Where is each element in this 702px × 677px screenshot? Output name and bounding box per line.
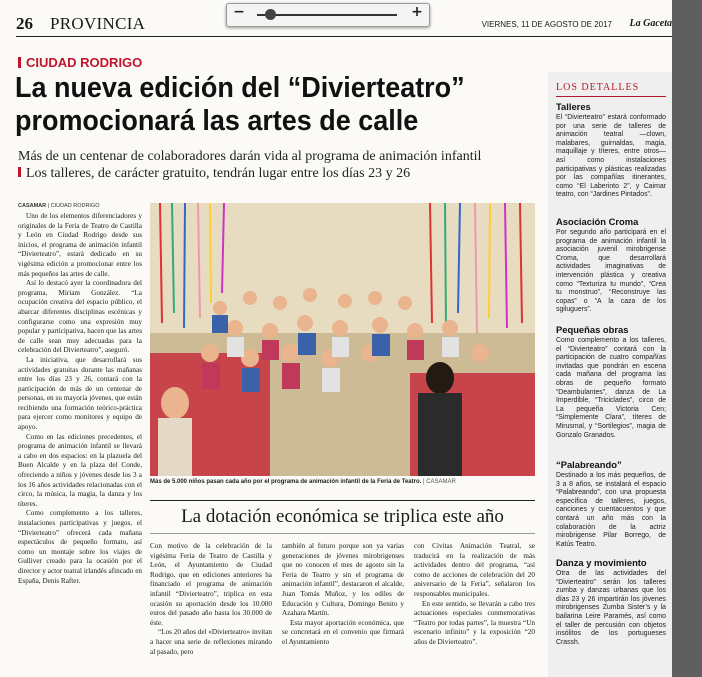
zoom-in-button[interactable]: +: [411, 4, 423, 20]
deck-line-2: [18, 165, 548, 182]
sidebar-item-obras: [556, 324, 666, 440]
sidebar-rule: [556, 96, 666, 97]
paragraph: con Civitas Animación Teatral, se traducirá en la realización de más actividades dentro del programa, “así como de acciones de celebración del 20 aniversario de la Feria”, señalaron los responsables municipales.: [414, 542, 535, 598]
body-column-3: [282, 542, 404, 648]
sidebar-title: LOS DETALLES: [556, 82, 640, 93]
sidebar-item-talleres: [556, 101, 666, 200]
sidebar-item-palabreando: [556, 459, 666, 549]
deck: [18, 148, 548, 182]
paragraph: En este sentido, se llevarán a cabo tres actuaciones especiales conmemorativas “Teatro por todas partes”, la muestra “Un escenario infinito” y la exposición “20 años de Divierteatro”.: [414, 599, 535, 646]
sidebar-item-head: Talleres: [556, 101, 591, 112]
section-name: PROVINCIA: [50, 14, 146, 33]
deck-bullet: [18, 167, 21, 177]
sidebar-item-head: Asociación Croma: [556, 216, 639, 227]
kicker-bar: [18, 57, 21, 68]
headline: La nueva edición del “Divierteatro” promocionará las artes de calle: [15, 72, 465, 137]
paragraph: Esta mayor aportación económica, que se concretará en el convenio que firmará el Ayuntamiento: [282, 618, 404, 646]
paragraph: también al futuro porque son ya varias generaciones de jóvenes mirobrigenses que no conocen el mes de agosto sin la Feria de Teatro y sin el programa de animación infantil”, destacaron el alcalde, Juan Tomás Muñoz, y los ediles de Educación y Cultura, Domingo Benito y Azahara Martín.: [282, 542, 404, 618]
sidebar-item-danza: [556, 557, 666, 647]
body-column-1: [18, 212, 142, 674]
viewer-scrollbar-area[interactable]: [672, 0, 702, 677]
kicker-text: CIUDAD RODRIGO: [26, 55, 143, 70]
byline-name: CASAMAR: [18, 203, 47, 209]
deck-line-2-text: Los talleres, de carácter gratuito, tendrán lugar entre los días 23 y 26: [26, 166, 411, 181]
paragraph: “Los 20 años del «Divierteatro» invitan a hacer una serie de reflexiones mirando al pasado, pero: [150, 628, 272, 656]
page-number: 26: [16, 14, 33, 33]
caption-text: Más de 5.000 niños pasan cada año por el programa de animación infantil de la Feria de Teatro.: [150, 479, 422, 485]
paper-logo: La Gaceta: [629, 18, 672, 29]
photo-caption: [150, 479, 535, 485]
sidebar-item-text: Como complemento a los talleres, el “Divierteatro” contará con la participación de cuatro compañías invitadas que pondrán en escena cada mañana del programa las obras de pequeño formato “Deambulantes”, danza de La Imperdible, “Triciclades”, circo de La pequeña Victoria Cen; “Simplemente Clara”, títeres de Mirusmal, y “Sortilegios”, magia de Gonzalo Granados.: [556, 337, 666, 439]
sidebar-item-text: Destinado a los más pequeños, de 3 a 8 años, se instalará el espacio “Palabreando”, con una propuesta específica de talleres, juegos, canciones y cuentacuentos y que contará un año más con la colaboración de la actriz mirobrigense Pilar Borrego, de Katús Teatro.: [556, 472, 666, 548]
zoom-slider-handle[interactable]: [265, 9, 276, 20]
deck-line-1: Más de un centenar de colaboradores darán vida al programa de animación infantil: [18, 149, 482, 164]
byline-place: | CIUDAD RODRIGO: [47, 203, 100, 209]
article-photo: [150, 203, 535, 476]
zoom-slider-track[interactable]: [257, 14, 397, 16]
paragraph: Así lo destacó ayer la coordinadora del programa, Miriam González. “La ocupación creativa del espacio público, el abarcar diferentes disciplinas escénicas y configurarse como una expresión muy popular y participativa, hacen que las artes de calle sean muy adecuadas para la celebración del Divierteatro”, aseguró.: [18, 279, 142, 355]
issue-date: VIERNES, 11 DE AGOSTO DE 2017: [481, 20, 612, 29]
zoom-out-button[interactable]: −: [233, 4, 245, 20]
sidebar-item-text: Por segundo año participará en el programa de animación infantil la asociación juvenil mirobrigense Croma, que desarrollará actividades imaginativas de intervención plástica y creativa como “Texturiza tu mundo”, “Crea tu monstruo”, “Reconstruye las copas” o “A la caza de los sgiluguers”.: [556, 229, 666, 314]
children-photo-illustration: [150, 203, 535, 476]
paragraph: La iniciativa, que desarrollará sus actividades gratuitas durante las mañanas entre los días 23 y 26, contará con la participación de más de un centenar de personas, en su mayoría jóvenes, que están recibiendo una formación teórico-práctica para ejercer como monitores y equipo de apoyo.: [18, 355, 142, 432]
sidebar-item-text: El “Divierteatro” estará conformado por una serie de talleres de animación teatral —clown, malabares, guirnaldas, magia, maquillaje y títeres, entre otros— así como instalaciones participativas y plásticas realizadas por las compañías itinerantes, como “El Laberinto 2”, y Caimar teatro, con “Jardines Pintados”.: [556, 114, 666, 199]
sidebar-item-head: Danza y movimiento: [556, 557, 647, 568]
byline: [18, 203, 100, 209]
paragraph: Como complemento a los talleres, instalaciones participativas y juegos, el “Divierteatro” ofrecerá cada mañana espectáculos de pequeño formato, así como un montaje sobre los viajes de Gulliver creado para la ocasión por el director y actor teatral irlandés afincado en España, Denis Rafter.: [18, 509, 142, 585]
paragraph: Uno de los elementos diferenciadores y originales de la Feria de Teatro de Castilla y León en Ciudad Rodrigo desde sus inicios, el programa de animación infantil “Divierteatro”, estará dedicado en su vigésima edición a promocionar entre los más pequeños las artes de calle.: [18, 212, 142, 278]
sidebar-item-head: Pequeñas obras: [556, 324, 629, 335]
subheadline: La dotación económica se triplica este año: [150, 500, 535, 534]
photo-credit: | CASAMAR: [422, 479, 456, 485]
zoom-control: [226, 3, 430, 27]
sidebar-item-text: Otra de las actividades del “Divierteatro” serán los talleres zumba y danzas urbanas que los días 23 y 26 impartirán los jóvenes mirobrigenses Zumba Sister’s y la bailarina Leire Paramés, así como el taller de percusión con objetos insólitos de los portugueses Crassh.: [556, 570, 666, 646]
paragraph: Con motivo de la celebración de la vigésima Feria de Teatro de Castilla y León, el Ayuntamiento de Ciudad Rodrigo, que en ediciones anteriores ha financiado el programa de animación infantil “Divierteatro”, triplica en esta ocasión su aportación desde los 10.000 euros del pasado año hasta los 30.000 de éste.: [150, 542, 272, 627]
sidebar-item-head: “Palabreando”: [556, 459, 622, 470]
body-column-2: [150, 542, 272, 657]
paragraph: Como en las ediciones precedentes, el programa de animación infantil se llevará a cabo en dos espacios: en la plazuela del Buen Alcalde y en la plaza del Conde, ofreciendo a niños y jóvenes desde los 3 a los 16 años actividades relacionadas con el circo, la música, la magia, la danza y los títeres.: [18, 432, 142, 508]
sidebar-item-croma: [556, 216, 666, 315]
body-column-4: [414, 542, 535, 648]
kicker: [18, 55, 318, 70]
